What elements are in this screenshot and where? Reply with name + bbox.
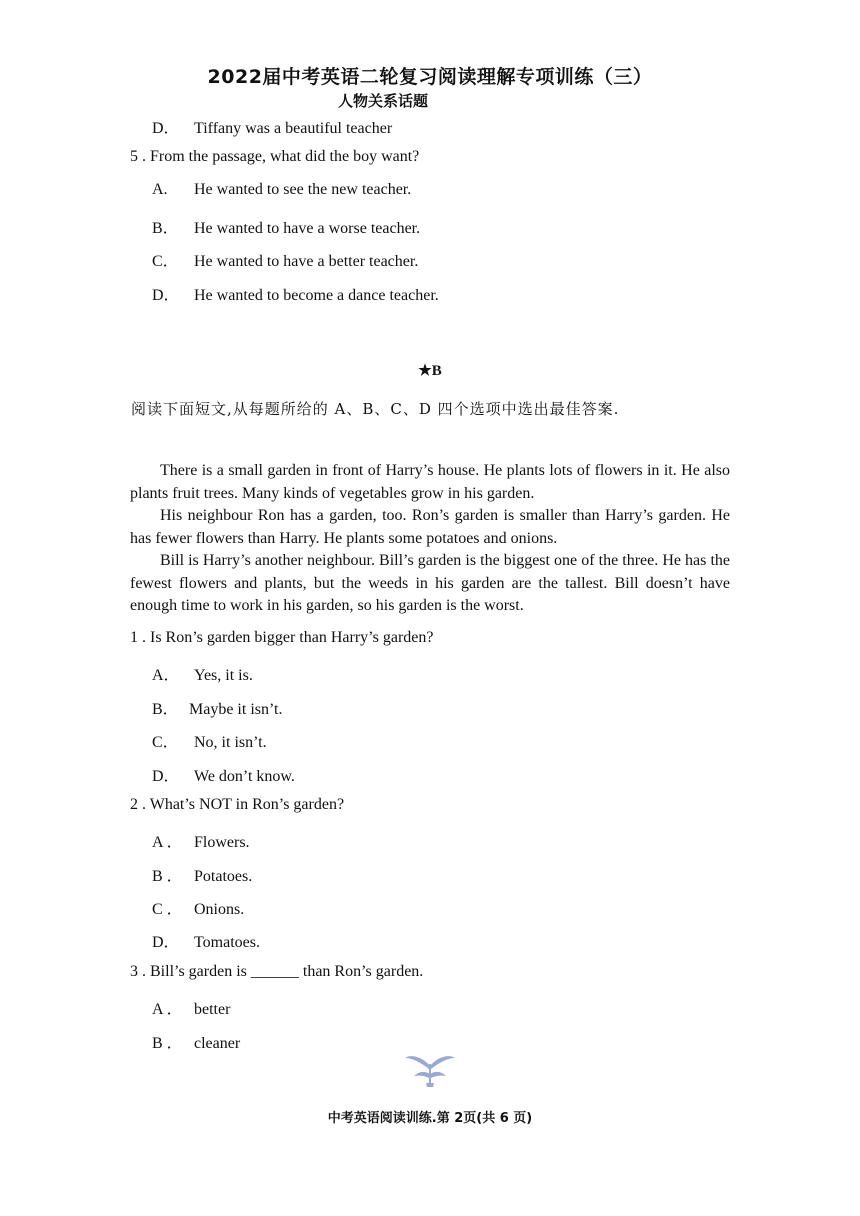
option-text: No, it isn’t.	[194, 734, 267, 751]
option-c-q5	[152, 248, 418, 271]
option-text: Yes, it is.	[194, 667, 253, 684]
option-letter: C ．	[152, 901, 183, 918]
section-instruction: 阅读下面短文,从每题所给的 A、B、C、D 四个选项中选出最佳答案.	[131, 400, 620, 418]
passage-paragraph: Bill is Harry’s another neighbour. Bill’s garden is the biggest one of the three. He has the fewest flowers and plants, but the weeds in his garden are the tallest. Bill doesn’t have enough time to work in his garden, so his garden is the worst.	[130, 552, 730, 614]
option-letter: C．	[152, 253, 179, 270]
question-1: 1 . Is Ron’s garden bigger than Harry’s garden?	[130, 629, 434, 646]
option-b-q2	[152, 863, 252, 886]
option-text: Maybe it isn’t.	[189, 701, 283, 718]
option-d-q2	[152, 929, 260, 952]
section-heading: ★B	[418, 363, 442, 379]
sprout-logo-icon	[400, 1050, 460, 1090]
option-text: cleaner	[194, 1035, 241, 1052]
option-letter: D．	[152, 768, 180, 785]
page-subtitle: 人物关系话题	[338, 92, 429, 110]
option-c-q1	[152, 729, 267, 752]
option-letter: D．	[152, 120, 180, 137]
page-footer: 中考英语阅读训练.第 2页(共 6 页)	[327, 1111, 533, 1126]
option-letter: B ．	[152, 868, 183, 885]
option-text: Tomatoes.	[194, 934, 260, 951]
option-text: He wanted to see the new teacher.	[194, 181, 412, 198]
option-d-q1	[152, 763, 295, 786]
question-2: 2 . What’s NOT in Ron’s garden?	[130, 796, 345, 813]
option-a-q3	[152, 996, 230, 1019]
option-d-q4	[152, 115, 392, 138]
option-text: better	[194, 1001, 231, 1018]
option-text: Onions.	[194, 901, 245, 918]
option-letter: D．	[152, 287, 180, 304]
option-text: Tiffany was a beautiful teacher	[194, 120, 393, 137]
option-text: Potatoes.	[194, 868, 253, 885]
option-letter: B．	[152, 701, 179, 718]
option-letter: B．	[152, 220, 179, 237]
option-letter: A．	[152, 667, 180, 684]
option-a-q2	[152, 829, 250, 852]
option-a-q1	[152, 662, 253, 685]
reading-passage	[130, 460, 730, 618]
option-text: He wanted to become a dance teacher.	[194, 287, 439, 304]
passage-paragraph: His neighbour Ron has a garden, too. Ron’s garden is smaller than Harry’s garden. He has fewer flowers than Harry. He plants some potatoes and onions.	[130, 507, 730, 547]
option-c-q2	[152, 896, 244, 919]
option-text: Flowers.	[194, 834, 250, 851]
option-letter: B ．	[152, 1035, 183, 1052]
question-3: 3 . Bill’s garden is ______ than Ron’s garden.	[130, 963, 424, 980]
option-text: He wanted to have a worse teacher.	[194, 220, 421, 237]
question-5: 5 . From the passage, what did the boy want?	[130, 148, 420, 165]
option-text: We don’t know.	[194, 768, 295, 785]
page-title: 2022届中考英语二轮复习阅读理解专项训练（三）	[207, 66, 653, 88]
option-b-q3	[152, 1030, 240, 1053]
option-text: He wanted to have a better teacher.	[194, 253, 419, 270]
option-b-q5	[152, 215, 420, 238]
option-letter: A ．	[152, 1001, 183, 1018]
option-letter: A.	[152, 181, 168, 198]
option-d-q5	[152, 282, 439, 305]
passage-paragraph: There is a small garden in front of Harry’s house. He plants lots of flowers in it. He also plants fruit trees. Many kinds of vegetables grow in his garden.	[130, 462, 730, 502]
option-letter: A ．	[152, 834, 183, 851]
option-letter: C．	[152, 734, 179, 751]
option-b-q1	[152, 696, 282, 719]
option-letter: D．	[152, 934, 180, 951]
option-a-q5	[152, 181, 411, 199]
